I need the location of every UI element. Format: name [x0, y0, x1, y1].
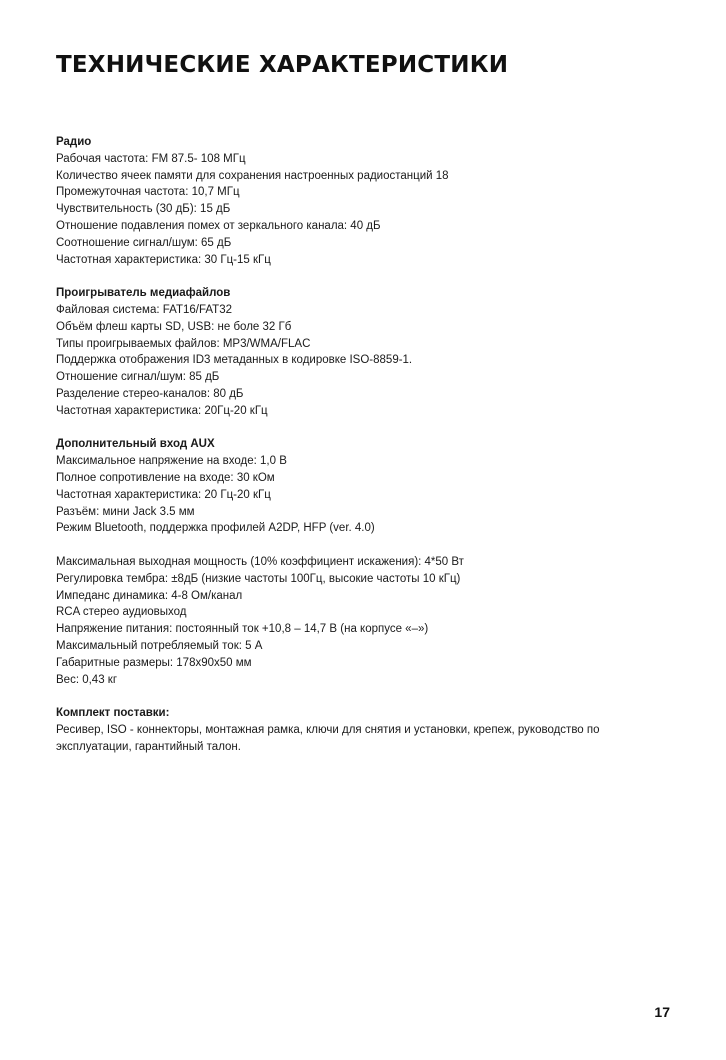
section-general: [56, 554, 676, 688]
spec-line: Разъём: мини Jack 3.5 мм: [56, 505, 195, 518]
section-media-player: [56, 285, 676, 419]
section-heading-aux-input: Дополнительный вход AUX: [56, 438, 215, 451]
spec-line: Напряжение питания: постоянный ток +10,8 – 14,7 В (на корпусе «–»): [56, 623, 429, 636]
spec-line: Режим Bluetooth, поддержка профилей A2DP, HFP (ver. 4.0): [56, 522, 375, 535]
spec-line: Частотная характеристика: 20Гц-20 кГц: [56, 404, 268, 417]
specifications-content: [56, 134, 676, 772]
spec-line: Промежуточная частота: 10,7 МГц: [56, 186, 240, 199]
section-aux-input: [56, 436, 676, 537]
spec-line: Разделение стерео-каналов: 80 дБ: [56, 387, 244, 400]
spec-line: Отношение подавления помех от зеркального канала: 40 дБ: [56, 219, 381, 232]
spec-line: Количество ячеек памяти для сохранения настроенных радиостанций 18: [56, 169, 449, 182]
spec-line: Типы проигрываемых файлов: MP3/WMA/FLAC: [56, 337, 311, 350]
spec-line: Файловая система: FAT16/FAT32: [56, 303, 232, 316]
spec-line: RCA стерео аудиовыход: [56, 606, 187, 619]
spec-line: Максимальная выходная мощность (10% коэффициент искажения): 4*50 Вт: [56, 555, 464, 568]
spec-line: Частотная характеристика: 20 Гц-20 кГц: [56, 488, 271, 501]
spec-line: Соотношение сигнал/шум: 65 дБ: [56, 236, 232, 249]
section-heading-package: Комплект поставки:: [56, 707, 170, 720]
section-heading-media-player: Проигрыватель медиафайлов: [56, 287, 231, 300]
spec-line: Частотная характеристика: 30 Гц-15 кГц: [56, 253, 271, 266]
spec-line: Поддержка отображения ID3 метаданных в кодировке ISO-8859-1.: [56, 354, 413, 367]
spec-line: Максимальное напряжение на входе: 1,0 В: [56, 455, 287, 468]
package-contents: Ресивер, ISO - коннекторы, монтажная рамка, ключи для снятия и установки, крепеж, руководство по эксплуатации, гарантийный талон.: [56, 723, 600, 753]
spec-line: Регулировка тембра: ±8дБ (низкие частоты 100Гц, высокие частоты 10 кГц): [56, 572, 461, 585]
spec-line: Максимальный потребляемый ток: 5 А: [56, 639, 263, 652]
spec-line: Импеданс динамика: 4-8 Ом/канал: [56, 589, 243, 602]
spec-line: Объём флеш карты SD, USB: не боле 32 Гб: [56, 320, 292, 333]
spec-line: Отношение сигнал/шум: 85 дБ: [56, 371, 220, 384]
page-title: ТЕХНИЧЕСКИЕ ХАРАКТЕРИСТИКИ: [56, 52, 509, 78]
page-number: 17: [654, 1004, 670, 1020]
spec-line: Вес: 0,43 кг: [56, 673, 118, 686]
spec-line: Рабочая частота: FM 87.5- 108 МГц: [56, 152, 246, 165]
section-package: [56, 705, 676, 755]
section-radio: [56, 134, 676, 268]
section-heading-radio: Радио: [56, 136, 92, 148]
spec-line: Полное сопротивление на входе: 30 кОм: [56, 471, 275, 484]
spec-line: Габаритные размеры: 178х90х50 мм: [56, 656, 252, 669]
spec-line: Чувствительность (30 дБ): 15 дБ: [56, 203, 231, 216]
